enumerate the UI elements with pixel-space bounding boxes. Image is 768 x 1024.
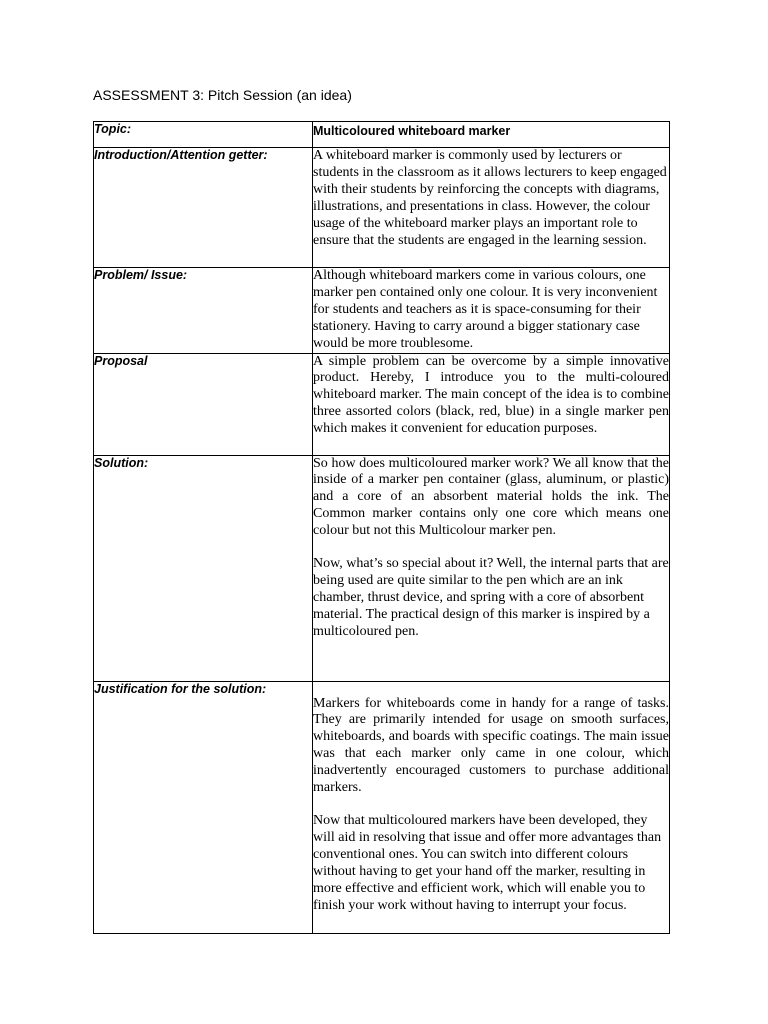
paragraph-spacer <box>313 682 669 696</box>
row-content <box>313 455 670 681</box>
problem-paragraph: Although whiteboard markers come in various colours, one marker pen contained only one colour. It is very inconvenient for students and teachers as it is space-consuming for their stationery. Having to carry around a bigger stationary case would be more troublesome. <box>313 268 658 351</box>
row-label: Justification for the solution: <box>94 681 313 933</box>
row-label: Problem/ Issue: <box>94 268 313 354</box>
justification-paragraph-1: Markers for whiteboards come in handy for a range of tasks. They are primarily intended for usage on smooth surfaces, whiteboards, and boards with specific coatings. The main issue was that each marker only came in one colour, which inadvertently encouraged customers to purchase additional markers. <box>313 695 669 796</box>
solution-paragraph-2: Now, what’s so special about it? Well, the internal parts that are being used are quite similar to the pen which are an ink chamber, thrust device, and spring with a core of absorbent material. The practical design of this marker is inspired by a multicoloured pen. <box>313 556 669 639</box>
paragraph-spacer <box>313 540 669 556</box>
row-content <box>313 268 670 354</box>
table-row-problem <box>94 268 670 354</box>
table-row-solution <box>94 455 670 681</box>
table-row-justification <box>94 681 670 933</box>
solution-paragraph-1: So how does multicoloured marker work? We all know that the inside of a marker pen container (glass, aluminum, or plastic) and a core of an absorbent material holds the ink. The Common marker contains only one core which means one colour but not this Multicolour marker pen. <box>313 455 669 539</box>
introduction-paragraph: A whiteboard marker is commonly used by lecturers or students in the classroom as it allows lecturers to keep engaged with their students by reinforcing the concepts with diagrams, illustrations, and presentations in class. However, the colour usage of the whiteboard marker plays an important role to ensure that the students are engaged in the learning session. <box>313 148 667 248</box>
row-label: Topic: <box>94 122 313 148</box>
table-row-introduction <box>94 148 670 268</box>
row-label: Introduction/Attention getter: <box>94 148 313 268</box>
table-row-proposal <box>94 353 670 455</box>
table-row-topic <box>94 122 670 148</box>
row-content <box>313 353 670 455</box>
row-content <box>313 681 670 933</box>
justification-paragraph-2: Now that multicoloured markers have been developed, they will aid in resolving that issue and offer more advantages than conventional ones. You can switch into different colours without having to get your hand off the marker, resulting in more effective and efficient work, which will enable you to finish your work without having to interrupt your focus. <box>313 812 662 913</box>
row-content <box>313 148 670 268</box>
paragraph-spacer <box>313 797 669 813</box>
page-title: ASSESSMENT 3: Pitch Session (an idea) <box>93 87 352 103</box>
row-label: Proposal <box>94 353 313 455</box>
row-label: Solution: <box>94 455 313 681</box>
proposal-paragraph: A simple problem can be overcome by a simple innovative product. Hereby, I introduce you to the multi-coloured whiteboard marker. The main concept of the idea is to combine three assorted colors (black, red, blue) in a single marker pen which makes it convenient for education purposes. <box>313 353 669 437</box>
topic-value: Multicoloured whiteboard marker <box>313 124 511 138</box>
row-content <box>313 122 670 148</box>
assessment-table <box>93 121 670 934</box>
